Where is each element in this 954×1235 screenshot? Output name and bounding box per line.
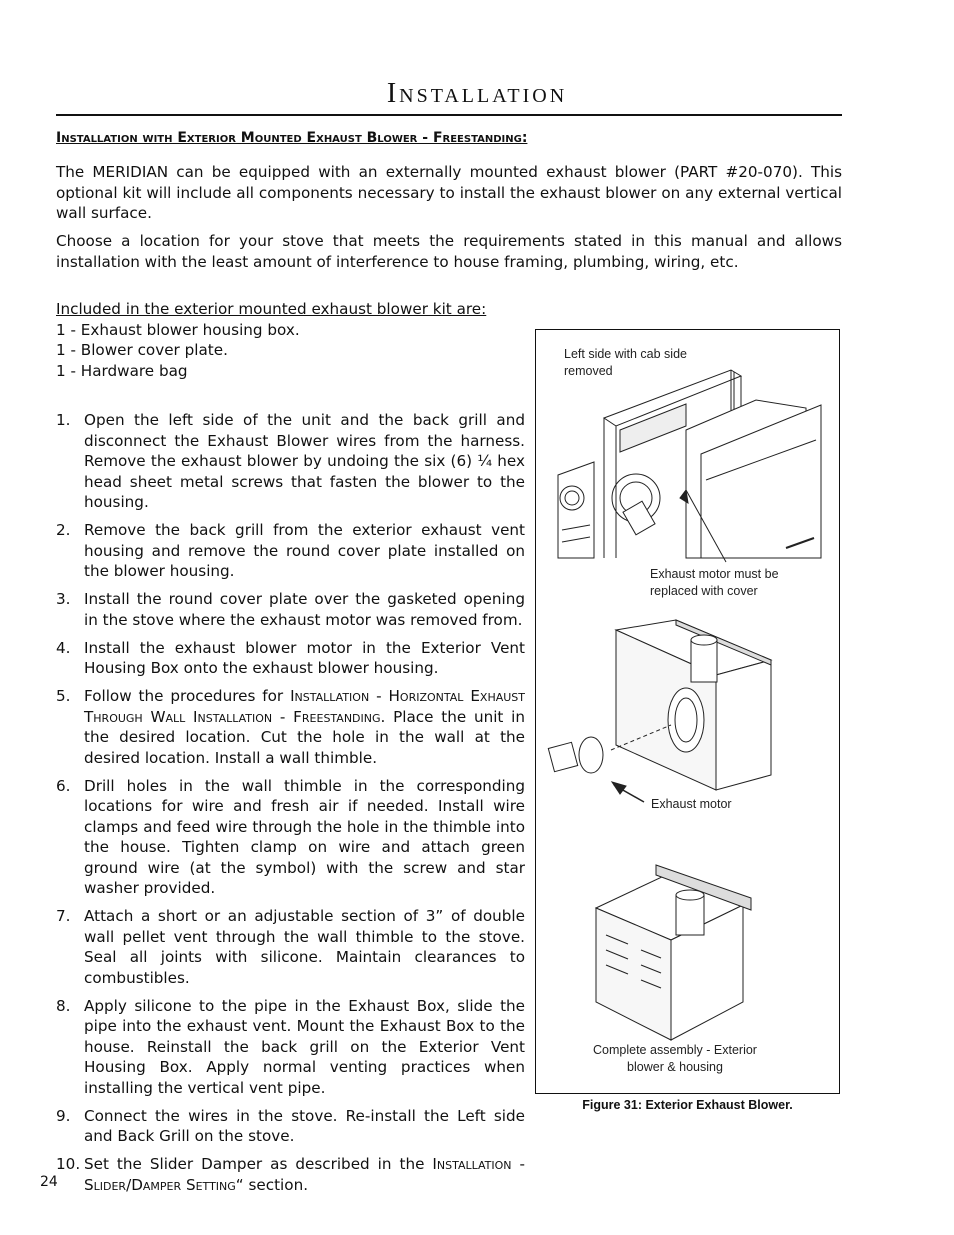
step-item bbox=[56, 1154, 525, 1195]
step-text: Connect the wires in the stove. Re-install the Left side and Back Grill on the stove. bbox=[84, 1106, 525, 1145]
step-text: Open the left side of the unit and the back grill and disconnect the Exhaust Blower wires from the harness. Remove the exhaust blower by undoing the six (6) ¼ hex head sheet metal screws that fasten the blower to the housing. bbox=[84, 411, 525, 511]
title-rule bbox=[56, 114, 842, 116]
figure-label-assembly: Complete assembly - Exterior blower & housing bbox=[593, 1043, 757, 1074]
stove-side-drawing bbox=[558, 370, 821, 562]
step-text-tail: . Place the unit in the desired location. Cut the hole in the wall at the desired location. Install a wall thimble. bbox=[84, 707, 525, 767]
kit-item: 1 - Blower cover plate. bbox=[56, 341, 228, 359]
step-item bbox=[56, 686, 525, 768]
step-text: Install the round cover plate over the gasketed opening in the stove where the exhaust motor was removed from. bbox=[84, 590, 525, 629]
step-item bbox=[56, 906, 525, 988]
figure-label-cover: Exhaust motor must be replaced with cover bbox=[650, 567, 779, 598]
figure-caption: Figure 31: Exterior Exhaust Blower. bbox=[582, 1098, 793, 1112]
step-text: Drill holes in the wall thimble in the corresponding locations for wire and fresh air if needed. Install wire clamps and feed wire through the hole in the thimble into the house. Tighten clamp on wire and attach green ground wire (at the symbol) with the screw and star washer provided. bbox=[84, 776, 525, 897]
step-text: Attach a short or an adjustable section of 3” of double wall pellet vent through the wall thimble to the stove. Seal all joints with silicone. Maintain clearances to combustibles. bbox=[84, 907, 525, 987]
step-text: Apply silicone to the pipe in the Exhaust Box, slide the pipe into the exhaust vent. Mount the Exhaust Box to the house. Reinstall the back grill on the Exterior Vent Housing Box. Apply normal venting practices when installing the vertical vent pipe. bbox=[84, 996, 525, 1097]
step-text: Install the exhaust blower motor in the Exterior Vent Housing Box onto the exhaust blower housing. bbox=[84, 638, 525, 677]
section-heading: Installation with Exterior Mounted Exhaust Blower - Freestanding: bbox=[56, 130, 528, 146]
step-item bbox=[56, 638, 525, 679]
kit-item: 1 - Exhaust blower housing box. bbox=[56, 320, 300, 339]
step-number: 9. bbox=[56, 1106, 71, 1125]
step-item bbox=[56, 410, 525, 513]
intro-paragraph: The MERIDIAN can be equipped with an externally mounted exhaust blower (PART #20-070). This optional kit will include all components necessary to install the exhaust blower on any external vertical wall surface. bbox=[56, 163, 842, 222]
step-text: Remove the back grill from the exterior exhaust vent housing and remove the round cover plate installed on the blower housing. bbox=[84, 521, 525, 580]
step-item bbox=[56, 1106, 525, 1147]
step-number: 6. bbox=[56, 776, 71, 795]
step-text-tail: “ section. bbox=[235, 1175, 309, 1194]
step-number: 3. bbox=[56, 590, 71, 608]
exhaust-motor-drawing bbox=[548, 620, 771, 802]
step-number: 2. bbox=[56, 521, 71, 539]
section-reference: Installation - Slider/Damper Setting bbox=[84, 1155, 525, 1194]
exhaust-blower-drawings bbox=[536, 330, 841, 1095]
figure-31 bbox=[535, 329, 840, 1094]
installation-steps bbox=[56, 410, 525, 1203]
kit-list-title: Included in the exterior mounted exhaust blower kit are: bbox=[56, 300, 487, 318]
figure-label-left-side: Left side with cab side removed bbox=[564, 347, 687, 378]
step-item bbox=[56, 520, 525, 582]
step-number: 10. bbox=[56, 1155, 81, 1173]
step-number: 7. bbox=[56, 907, 71, 925]
step-number: 1. bbox=[56, 411, 71, 429]
step-item bbox=[56, 589, 525, 630]
step-text-lead: Set the Slider Damper as described in the bbox=[84, 1155, 433, 1173]
figure-label-exhaust-motor: Exhaust motor bbox=[651, 797, 732, 811]
complete-assembly-drawing bbox=[596, 865, 751, 1040]
step-number: 4. bbox=[56, 638, 71, 657]
kit-list bbox=[56, 299, 486, 381]
section-reference: Installation - Horizontal Exhaust Through Wall Installation - Freestanding bbox=[84, 687, 525, 726]
step-number: 8. bbox=[56, 996, 71, 1015]
kit-item: 1 - Hardware bag bbox=[56, 361, 188, 380]
page-number: 24 bbox=[40, 1174, 58, 1190]
step-item bbox=[56, 996, 525, 1099]
step-item bbox=[56, 776, 525, 899]
location-paragraph: Choose a location for your stove that meets the requirements stated in this manual and allows installation with the least amount of interference to house framing, plumbing, wiring, etc. bbox=[56, 232, 842, 271]
page-title: Installation bbox=[386, 78, 568, 109]
step-number: 5. bbox=[56, 687, 71, 705]
step-text-lead: Follow the procedures for bbox=[84, 687, 291, 705]
